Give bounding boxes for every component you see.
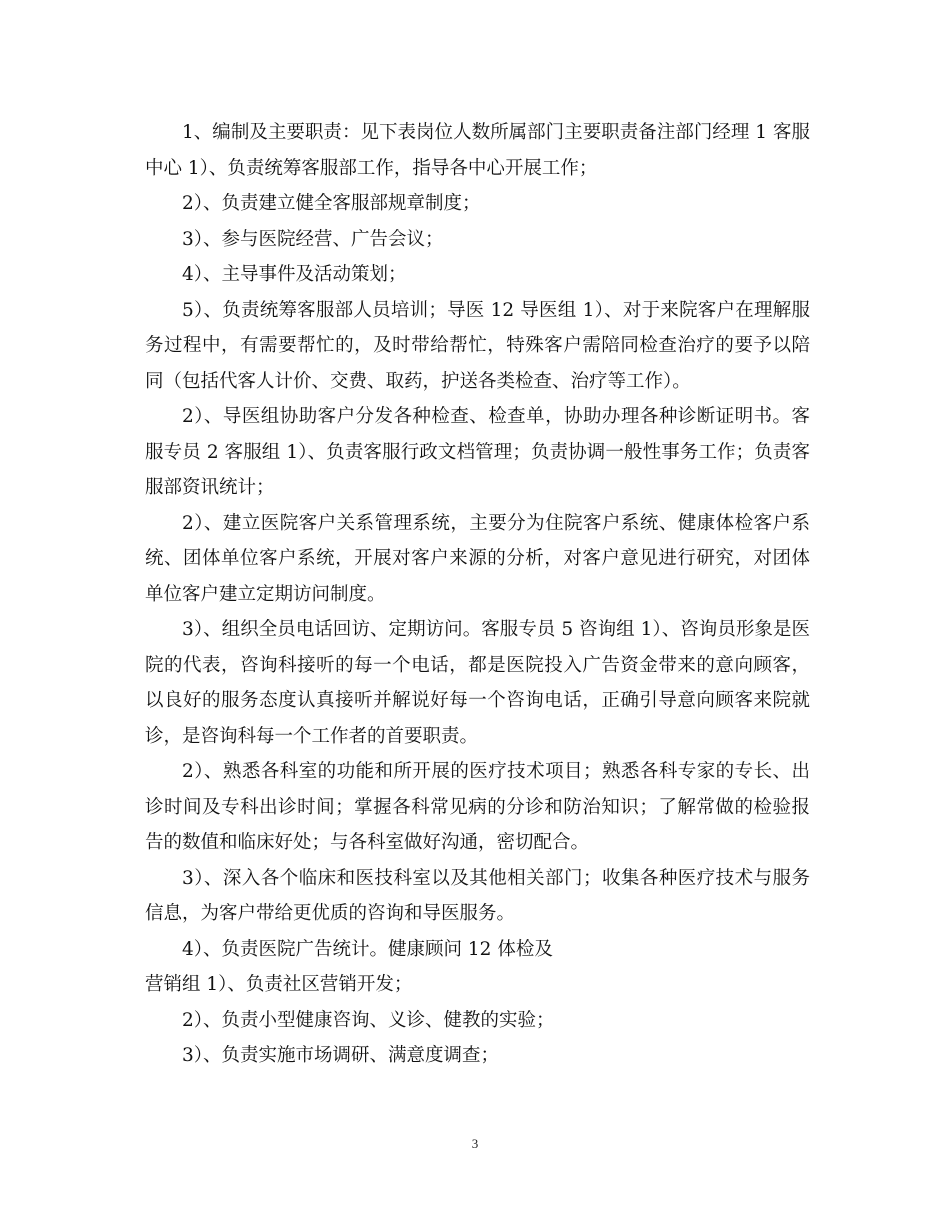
- paragraph-13: 2）、负责小型健康咨询、义诊、健教的实验；: [182, 1009, 555, 1031]
- paragraph-8: 3）、组织全员电话回访、定期访问。客服专员 5 咨询组 1）、咨询员形象是医院的代表，咨询科接听的每一个电话，都是医院投入广告资金带来的意向顾客，以良好的服务态度认真接听并解说好每一个咨询电话，正确引导意向顾客来院就诊，是咨询科每一个工作者的首要职责。: [145, 619, 810, 747]
- paragraph-1: 1、编制及主要职责：见下表岗位人数所属部门主要职责备注部门经理 1 客服中心 1）、负责统筹客服部工作，指导各中心开展工作；: [145, 122, 810, 179]
- paragraph-10: 3）、深入各个临床和医技科室以及其他相关部门；收集各种医疗技术与服务信息，为客户带给更优质的咨询和导医服务。: [145, 867, 810, 924]
- paragraph-9: 2）、熟悉各科室的功能和所开展的医疗技术项目；熟悉各科专家的专长、出诊时间及专科出诊时间；掌握各科常见病的分诊和防治知识；了解常做的检验报告的数值和临床好处；与各科室做好沟通，密切配合。: [145, 761, 810, 853]
- paragraph-6: 2）、导医组协助客户分发各种检查、检查单，协助办理各种诊断证明书。客服专员 2 客服组 1）、负责客服行政文档管理；负责协调一般性事务工作；负责客服部资讯统计；: [145, 406, 810, 498]
- paragraph-11: 4）、负责医院广告统计。健康顾问 12 体检及: [182, 938, 553, 960]
- paragraph-5: 5）、负责统筹客服部人员培训；导医 12 导医组 1）、对于来院客户在理解服务过程中，有需要帮忙的，及时带给帮忙，特殊客户需陪同检查治疗的要予以陪同（包括代客人计价、交费、取药，护送各类检查、治疗等工作）。: [145, 299, 810, 392]
- page-number: 3: [471, 1136, 479, 1151]
- paragraph-7: 2）、建立医院客户关系管理系统，主要分为住院客户系统、健康体检客户系统、团体单位客户系统，开展对客户来源的分析，对客户意见进行研究，对团体单位客户建立定期访问制度。: [145, 512, 810, 605]
- paragraph-2: 2）、负责建立健全客服部规章制度；: [182, 193, 481, 214]
- paragraph-12: 营销组 1）、负责社区营销开发；: [145, 974, 413, 995]
- document-body: [145, 115, 810, 1074]
- paragraph-3: 3）、参与医院经营、广告会议；: [182, 228, 444, 250]
- paragraph-14: 3）、负责实施市场调研、满意度调查；: [182, 1045, 500, 1066]
- paragraph-4: 4）、主导事件及活动策划；: [182, 264, 407, 285]
